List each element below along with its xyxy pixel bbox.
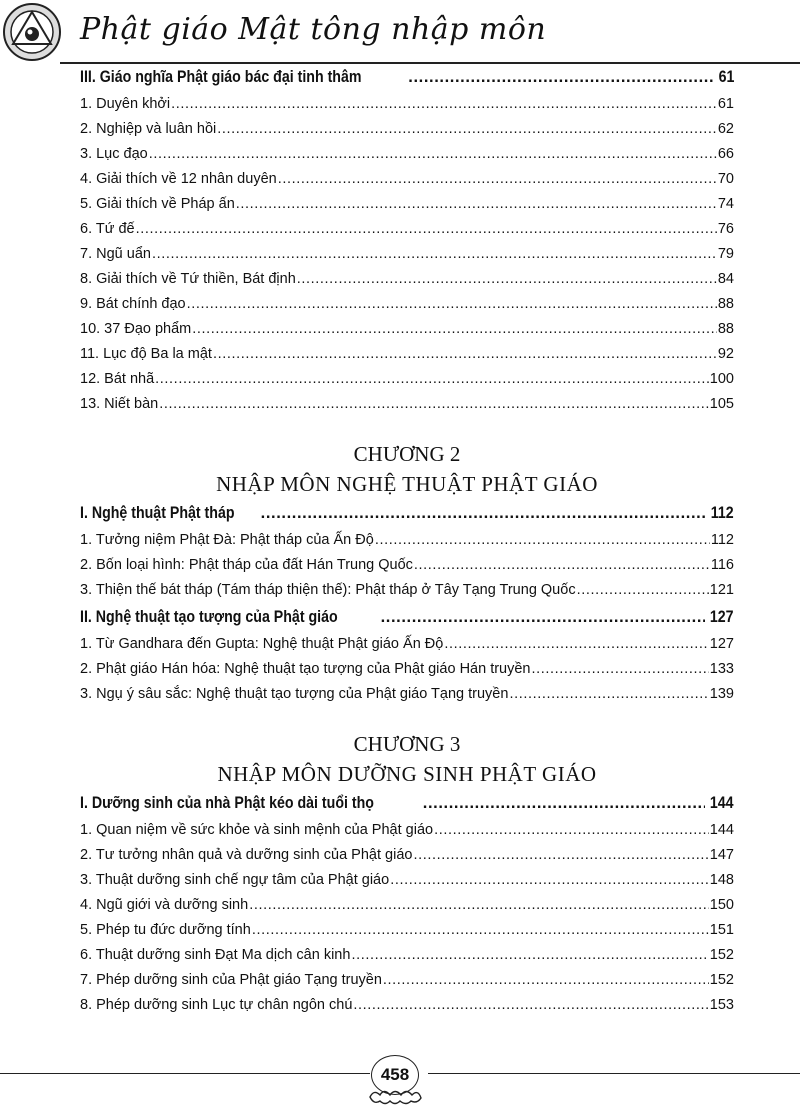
footer-divider-right (428, 1073, 800, 1074)
entry-title: 7. Ngũ uẩn (80, 246, 151, 262)
entry-page: 79 (717, 246, 734, 262)
toc-entry (80, 657, 734, 682)
entry-title: 7. Phép dưỡng sinh của Phật giáo Tạng truyền (80, 972, 382, 988)
book-title: Phật giáo Mật tông nhập môn (80, 12, 547, 47)
entry-page: 144 (710, 794, 734, 812)
dot-leader (383, 968, 709, 993)
entry-page: 61 (717, 96, 734, 112)
entry-page: 147 (709, 847, 734, 863)
entry-title: 11. Lục độ Ba la mật (80, 346, 212, 362)
toc-entry (80, 818, 734, 843)
entry-page: 116 (710, 557, 734, 573)
toc-entry (80, 267, 734, 292)
dot-leader (252, 918, 709, 943)
toc-entry (80, 893, 734, 918)
table-of-contents (80, 63, 734, 1018)
entry-page: 139 (709, 686, 734, 702)
entry-page: 152 (709, 947, 734, 963)
entry-title: 4. Ngũ giới và dưỡng sinh (80, 897, 249, 913)
toc-entry (80, 192, 734, 217)
entry-page: 100 (709, 371, 734, 387)
page-footer (0, 1045, 800, 1117)
dot-leader (375, 528, 710, 553)
dot-leader (351, 943, 708, 968)
toc-entry (80, 843, 734, 868)
toc-entry (80, 217, 734, 242)
entry-title: 6. Thuật dưỡng sinh Đạt Ma dịch cân kinh (80, 947, 351, 963)
entry-title: 9. Bát chính đạo (80, 296, 186, 312)
dot-leader (136, 217, 717, 242)
toc-entry (80, 117, 734, 142)
entry-title: 13. Niết bàn (80, 396, 159, 412)
entry-title: I. Dưỡng sinh của nhà Phật kéo dài tuổi thọ (80, 794, 374, 812)
dot-leader (217, 117, 717, 142)
entry-title: 4. Giải thích về 12 nhân duyên (80, 171, 277, 187)
toc-entry (80, 142, 734, 167)
entry-page: 88 (717, 296, 734, 312)
toc-section-entry (80, 603, 734, 632)
entry-title: III. Giáo nghĩa Phật giáo bác đại tinh thâm (80, 68, 362, 86)
entry-title: 1. Quan niệm về sức khỏe và sinh mệnh của Phật giáo (80, 822, 434, 838)
dot-leader (423, 789, 706, 818)
dot-leader (171, 92, 717, 117)
entry-page: 121 (709, 582, 734, 598)
entry-title: 5. Giải thích về Pháp ấn (80, 196, 235, 212)
entry-page: 62 (717, 121, 734, 137)
entry-title: 1. Từ Gandhara đến Gupta: Nghệ thuật Phật giáo Ấn Độ (80, 636, 444, 652)
entry-title: 1. Tưởng niệm Phật Đà: Phật tháp của Ấn Độ (80, 532, 374, 548)
dot-leader (408, 63, 714, 92)
entry-page: 112 (711, 504, 734, 522)
entry-page: 61 (718, 68, 734, 86)
dot-leader (353, 993, 708, 1018)
entry-page: 151 (709, 922, 734, 938)
entry-page: 127 (709, 636, 734, 652)
entry-title: 3. Thiện thế bát tháp (Tám tháp thiện thế): Phật tháp ở Tây Tạng Trung Quốc (80, 582, 576, 598)
toc-entry (80, 943, 734, 968)
chapter-title: NHẬP MÔN DƯỠNG SINH PHẬT GIÁO (217, 762, 597, 786)
entry-title: I. Nghệ thuật Phật tháp (80, 504, 235, 522)
entry-title: II. Nghệ thuật tạo tượng của Phật giáo (80, 608, 338, 626)
entry-title: 6. Tứ đế (80, 221, 135, 237)
entry-page: 92 (717, 346, 734, 362)
entry-title: 5. Phép tu đức dưỡng tính (80, 922, 251, 938)
dot-leader (192, 317, 717, 342)
dot-leader (261, 499, 707, 528)
entry-title: 10. 37 Đạo phẩm (80, 321, 192, 337)
entry-title: 2. Phật giáo Hán hóa: Nghệ thuật tạo tượng của Phật giáo Hán truyền (80, 661, 531, 677)
toc-entry (80, 242, 734, 267)
chapter-number: CHƯƠNG 2 (353, 442, 461, 466)
toc-entry (80, 167, 734, 192)
chapter-number: CHƯƠNG 3 (353, 732, 461, 756)
dot-leader (413, 843, 708, 868)
entry-page: 148 (709, 872, 734, 888)
dot-leader (213, 342, 717, 367)
chapter-heading (80, 729, 734, 789)
entry-title: 2. Nghiệp và luân hồi (80, 121, 217, 137)
toc-entry (80, 317, 734, 342)
entry-page: 150 (709, 897, 734, 913)
entry-page: 76 (717, 221, 734, 237)
entry-page: 84 (717, 271, 734, 287)
entry-title: 8. Phép dưỡng sinh Lục tự chân ngôn chú (80, 997, 353, 1013)
dot-leader (444, 632, 708, 657)
entry-title: 3. Ngụ ý sâu sắc: Nghệ thuật tạo tượng của Phật giáo Tạng truyền (80, 686, 509, 702)
cloud-ornament-icon (366, 1085, 426, 1107)
toc-entry (80, 392, 734, 417)
dot-leader (236, 192, 717, 217)
entry-title: 1. Duyên khởi (80, 96, 171, 112)
dot-leader (509, 682, 708, 707)
toc-entry (80, 682, 734, 707)
entry-page: 66 (717, 146, 734, 162)
toc-section-entry (80, 789, 734, 818)
dot-leader (414, 553, 710, 578)
toc-entry (80, 528, 734, 553)
entry-page: 153 (709, 997, 734, 1013)
page-number: 458 (371, 1055, 419, 1095)
dot-leader (577, 578, 709, 603)
toc-entry (80, 367, 734, 392)
dot-leader (159, 392, 709, 417)
entry-title: 12. Bát nhã (80, 371, 155, 387)
dot-leader (155, 367, 709, 392)
page-header (0, 0, 800, 70)
chapter-title: NHẬP MÔN NGHỆ THUẬT PHẬT GIÁO (216, 472, 598, 496)
entry-title: 3. Thuật dưỡng sinh chế ngự tâm của Phật giáo (80, 872, 390, 888)
entry-page: 74 (717, 196, 734, 212)
entry-page: 133 (709, 661, 734, 677)
dot-leader (249, 893, 709, 918)
dot-leader (390, 868, 709, 893)
entry-title: 2. Bốn loại hình: Phật tháp của đất Hán Trung Quốc (80, 557, 413, 573)
dot-leader (149, 142, 717, 167)
entry-page: 88 (717, 321, 734, 337)
toc-entry (80, 342, 734, 367)
entry-page: 70 (717, 171, 734, 187)
chapter-heading (80, 439, 734, 499)
toc-entry (80, 993, 734, 1018)
toc-entry (80, 578, 734, 603)
toc-entry (80, 918, 734, 943)
toc-entry (80, 292, 734, 317)
entry-page: 144 (709, 822, 734, 838)
dot-leader (297, 267, 717, 292)
entry-page: 152 (709, 972, 734, 988)
toc-entry (80, 868, 734, 893)
dot-leader (278, 167, 717, 192)
dot-leader (187, 292, 717, 317)
dot-leader (434, 818, 709, 843)
dot-leader (381, 603, 706, 632)
toc-section-entry (80, 63, 734, 92)
entry-title: 2. Tư tưởng nhân quả và dưỡng sinh của Phật giáo (80, 847, 413, 863)
entry-page: 127 (710, 608, 734, 626)
toc-section-entry (80, 499, 734, 528)
dot-leader (532, 657, 709, 682)
footer-divider-left (0, 1073, 370, 1074)
entry-page: 112 (710, 532, 734, 548)
toc-entry (80, 92, 734, 117)
toc-entry (80, 632, 734, 657)
dot-leader (152, 242, 717, 267)
entry-title: 3. Lục đạo (80, 146, 148, 162)
entry-title: 8. Giải thích về Tứ thiền, Bát định (80, 271, 296, 287)
toc-entry (80, 968, 734, 993)
toc-entry (80, 553, 734, 578)
emblem-icon (2, 2, 62, 62)
entry-page: 105 (709, 396, 734, 412)
